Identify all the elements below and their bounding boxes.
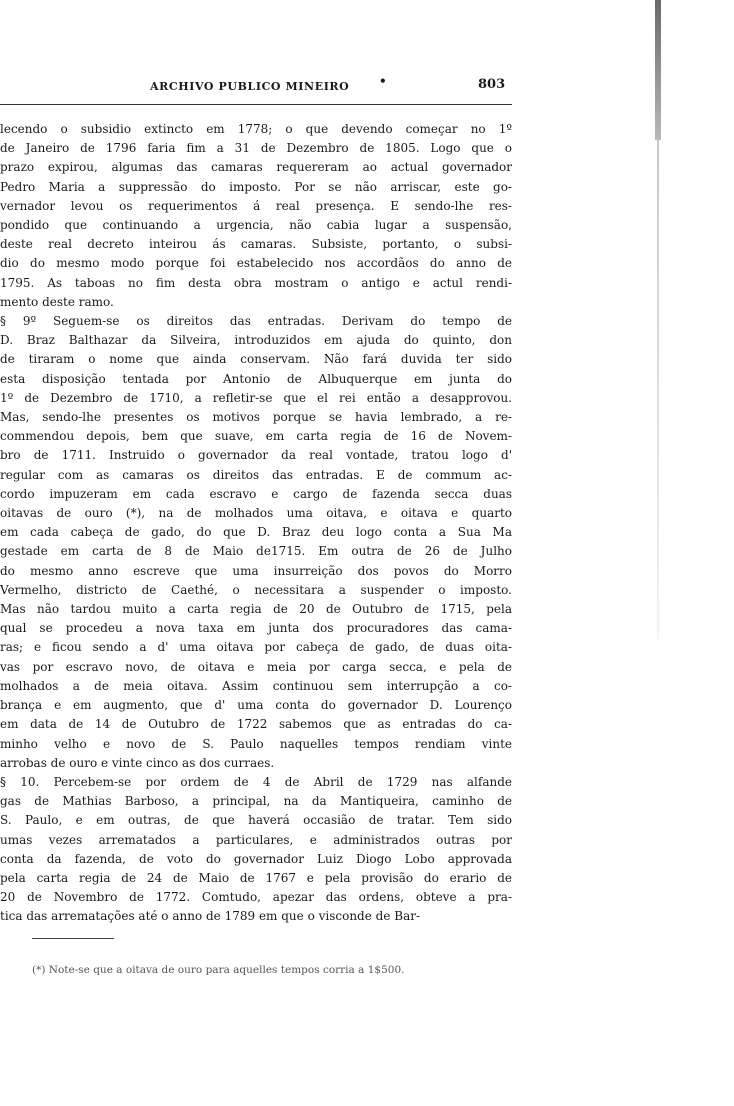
text-line: de Janeiro de 1796 faria fim a 31 de Dezembro de 1805. Logo que o xyxy=(0,141,512,156)
text-line: lecendo o subsidio extincto em 1778; o que devendo começar no 1º xyxy=(0,122,512,136)
text-line: Pedro Maria a suppressão do imposto. Por se não arriscar, este go- xyxy=(0,179,512,194)
text-line: vas por escravo novo, de oitava e meia por carga secca, e pela de xyxy=(0,659,512,674)
text-line: gas de Mathias Barboso, a principal, na da Mantiqueira, caminho de xyxy=(0,794,512,809)
text-line: molhados a de meia oitava. Assim continuou sem interrupção a co- xyxy=(0,678,512,693)
text-line: qual se procedeu a nova taxa em junta dos procuradores das cama- xyxy=(0,621,512,636)
text-line: Vermelho, districto de Caethé, o necessitara a suspender o imposto. xyxy=(0,582,512,597)
text-line: regular com as camaras os direitos das entradas. E de commum ac- xyxy=(0,467,512,482)
page-number: 803 xyxy=(478,77,506,92)
header-ornament: • xyxy=(379,74,387,88)
text-line: vernador levou os requerimentos á real presença. E sendo-lhe res- xyxy=(0,198,512,213)
page-edge-shadow xyxy=(655,0,661,140)
text-line: Mas, sendo-lhe presentes os motivos porque se havia lembrado, a re- xyxy=(0,410,512,425)
text-line: S. Paulo, e em outras, de que haverá occasião de tratar. Tem sido xyxy=(0,813,512,828)
text-line: § 10. Percebem-se por ordem de 4 de Abril de 1729 nas alfande xyxy=(0,774,512,789)
text-line: 20 de Novembro de 1772. Comtudo, apezar das ordens, obteve a pra- xyxy=(0,890,512,905)
text-line: oitavas de ouro (*), na de molhados uma oitava, e oitava e quarto xyxy=(0,506,512,521)
text-line: ras; e ficou sendo a d' uma oitava por cabeça de gado, de duas oita- xyxy=(0,640,512,655)
text-line: brança e em augmento, que d' uma conta do governador D. Lourenço xyxy=(0,698,512,713)
text-line: § 9º Seguem-se os direitos das entradas. Derivam do tempo de xyxy=(0,314,512,329)
footnote-rule xyxy=(32,938,114,939)
text-line: dio do mesmo modo porque foi estabelecido nos accordãos do anno de xyxy=(0,256,512,271)
text-line: esta disposição tentada por Antonio de Albuquerque em junta do xyxy=(0,371,512,386)
body-text xyxy=(0,120,512,927)
text-line: 1795. As taboas no fim desta obra mostram o antigo e actul rendi- xyxy=(0,275,512,290)
text-line: arrobas de ouro e vinte cinco as dos curraes. xyxy=(0,755,275,770)
text-line: 1º de Dezembro de 1710, a refletir-se que el rei então a desapprovou. xyxy=(0,390,512,405)
text-line: gestade em carta de 8 de Maio de1715. Em outra de 26 de Julho xyxy=(0,544,512,559)
text-line: commendou depois, bem que suave, em carta regia de 16 de Novem- xyxy=(0,429,512,444)
text-line: Mas não tardou muito a carta regia de 20 de Outubro de 1715, pela xyxy=(0,602,512,617)
text-line: deste real decreto inteirou ás camaras. Subsiste, portanto, o subsi- xyxy=(0,237,512,252)
text-line: conta da fazenda, de voto do governador Luiz Diogo Lobo approvada xyxy=(0,851,512,866)
text-line: pela carta regia de 24 de Maio de 1767 e pela provisão do erario de xyxy=(0,870,512,885)
text-line: de tiraram o nome que ainda conservam. Não fará duvida ter sido xyxy=(0,352,512,367)
text-line: minho velho e novo de S. Paulo naquelles tempos rendiam vinte xyxy=(0,736,512,751)
text-line: do mesmo anno escreve que uma insurreição dos povos do Morro xyxy=(0,563,512,578)
running-header xyxy=(0,74,734,98)
text-line: cordo impuzeram em cada escravo e cargo de fazenda secca duas xyxy=(0,486,512,501)
text-line: pondido que continuando a urgencia, não cabia lugar a suspensão, xyxy=(0,218,512,233)
text-line: em cada cabeça de gado, do que D. Braz deu logo conta a Sua Ma xyxy=(0,525,512,540)
footnote: (*) Note-se que a oitava de ouro para aquelles tempos corria a 1$500. xyxy=(32,964,405,976)
header-rule xyxy=(0,104,512,105)
text-line: prazo expirou, algumas das camaras requereram ao actual governador xyxy=(0,160,512,175)
text-line: umas vezes arrematados a particulares, e administrados outras por xyxy=(0,832,512,847)
text-line: tica das arrematações até o anno de 1789 em que o visconde de Bar- xyxy=(0,909,421,924)
text-line: D. Braz Balthazar da Silveira, introduzidos em ajuda do quinto, don xyxy=(0,333,512,348)
text-line: bro de 1711. Instruido o governador da real vontade, tratou logo d' xyxy=(0,448,512,463)
text-line: em data de 14 de Outubro de 1722 sabemos que as entradas do ca- xyxy=(0,717,512,732)
text-line: mento deste ramo. xyxy=(0,294,114,309)
running-title: ARCHIVO PUBLICO MINEIRO xyxy=(150,80,350,93)
page-edge-shadow-faint xyxy=(657,140,659,640)
